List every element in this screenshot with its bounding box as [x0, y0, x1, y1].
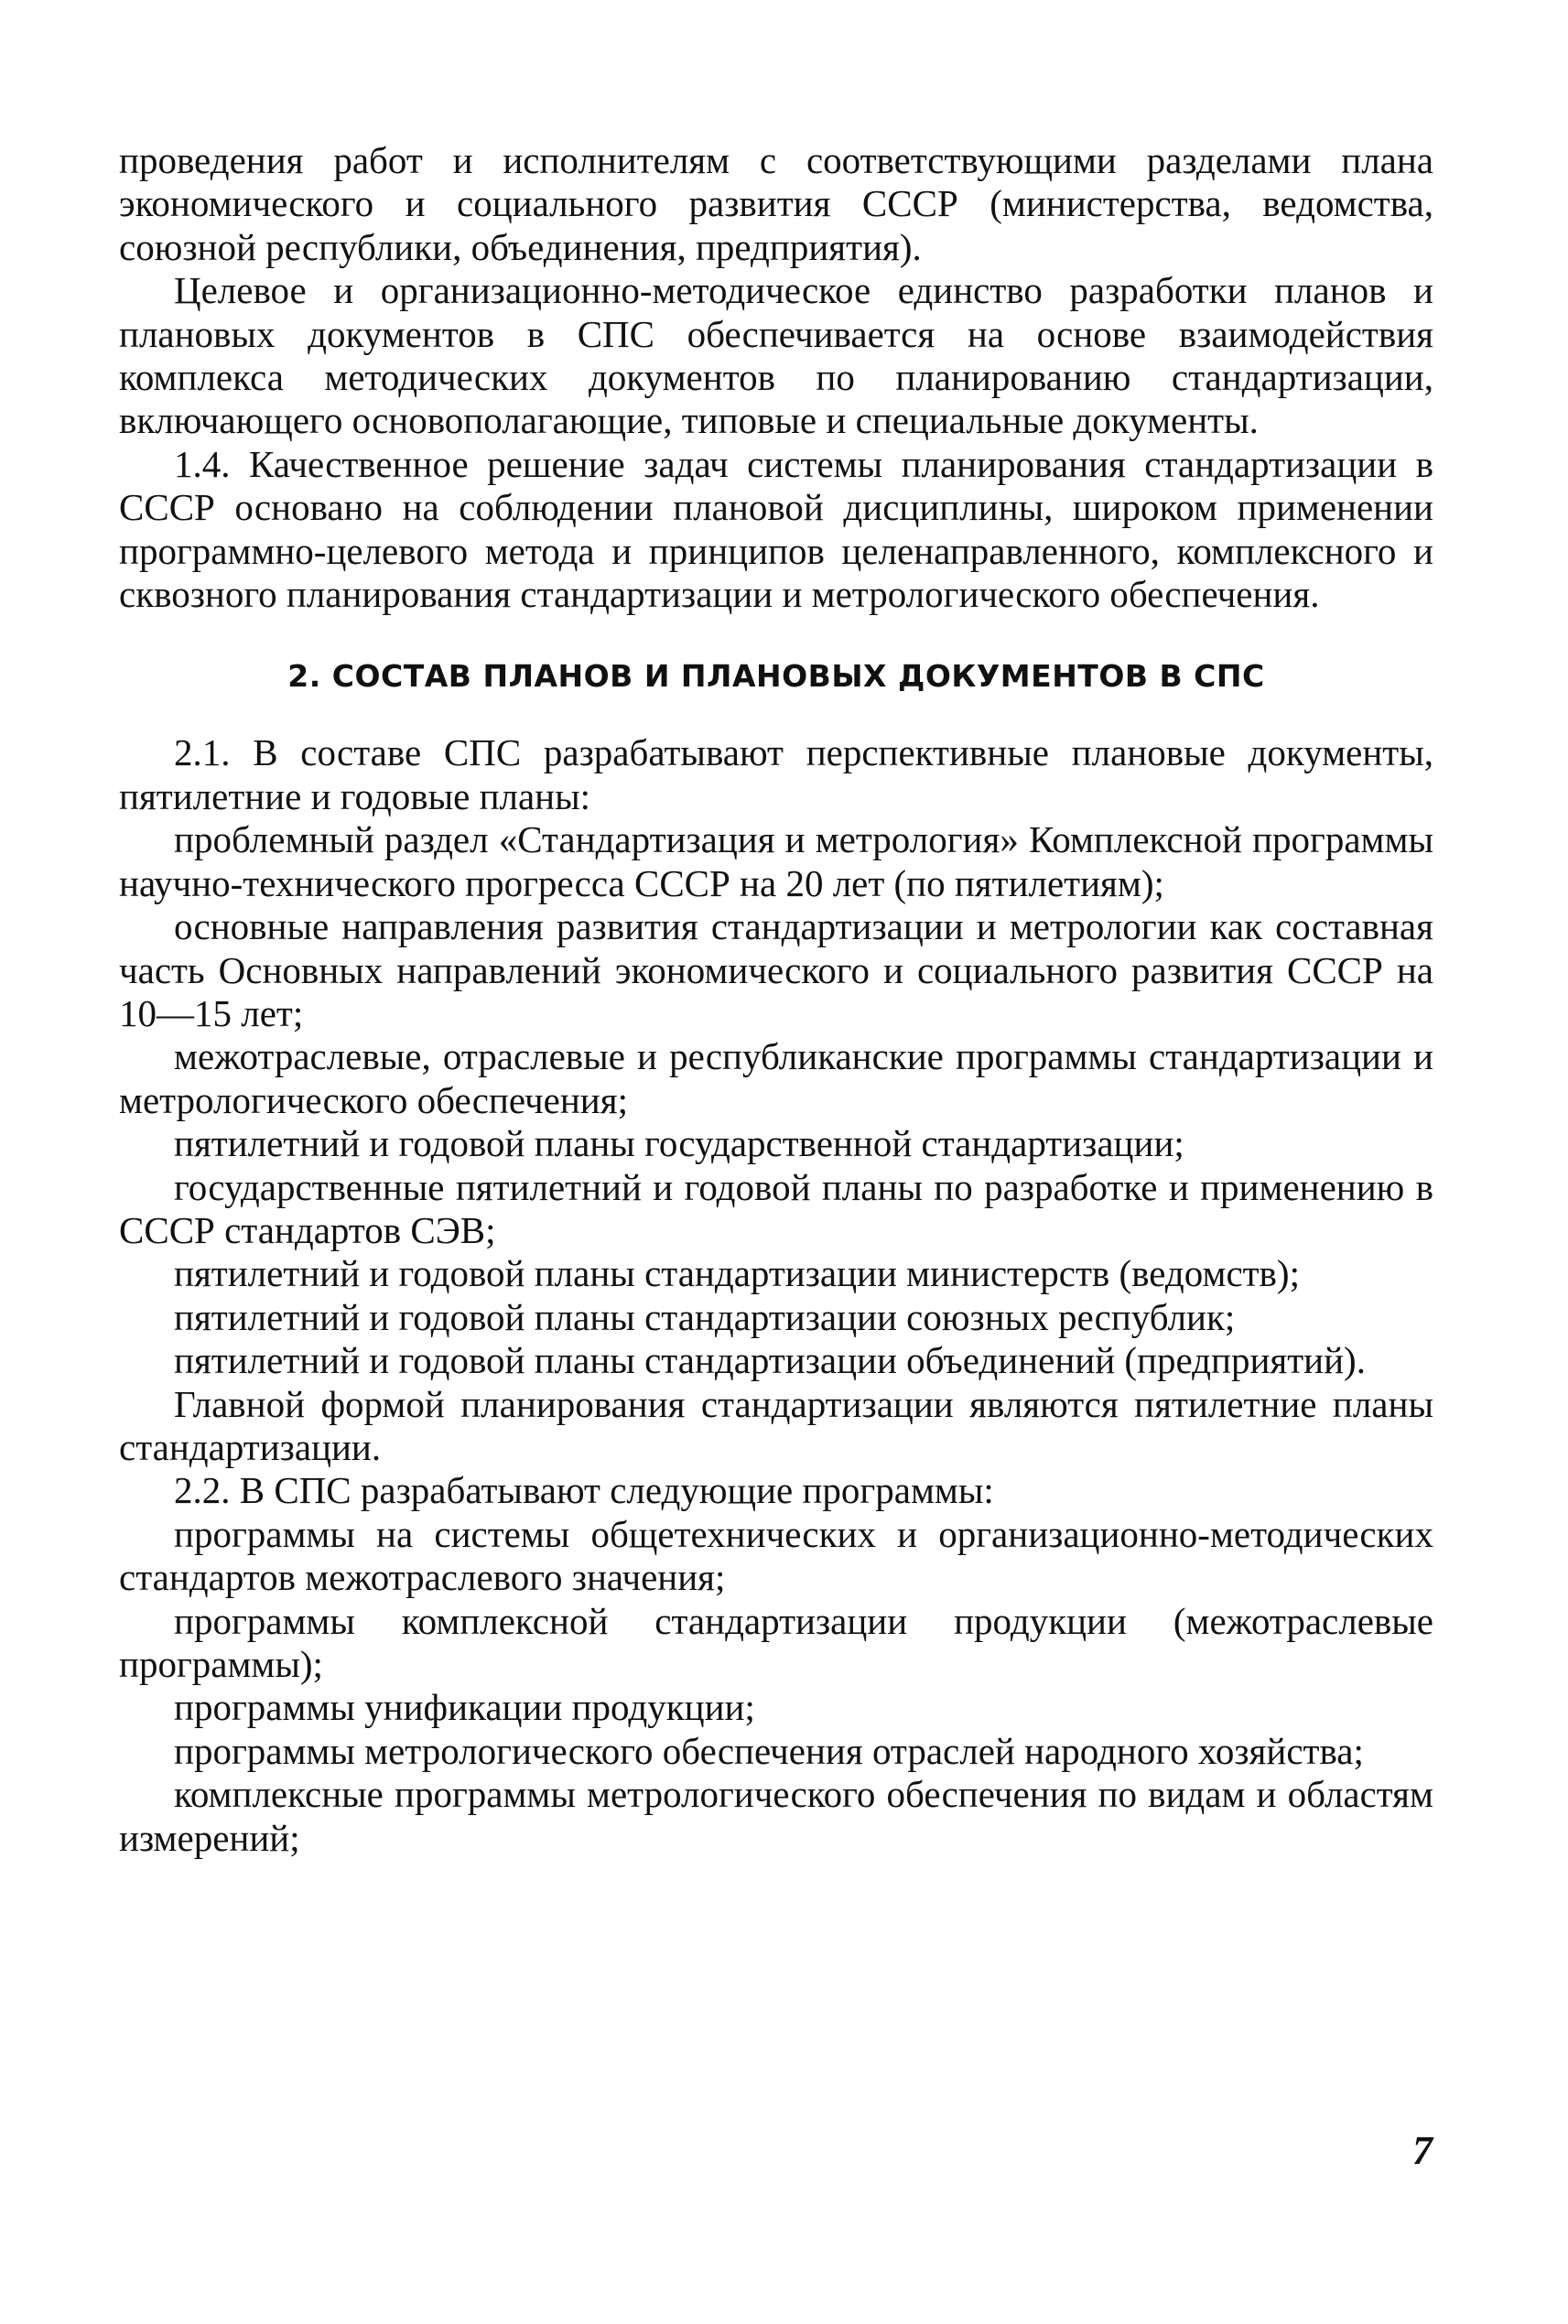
list-item: программы метрологического обеспечения отраслей народного хозяйства; — [174, 1729, 1364, 1772]
list-item: комплексные программы метрологического обеспечения по видам и областям измерений; — [119, 1773, 1433, 1859]
list-item: программы комплексной стандартизации продукции (межотраслевые программы); — [119, 1599, 1433, 1685]
paragraph-1-4: 1.4. Качественное решение задач системы планирования стандартизации в СССР основано на соблюдении плановой дисциплины, широком применении программно-целевого метода и принципов целенаправленного, комплексного и сквозного планирования стандартизации и метрологического обеспечения. — [119, 442, 1433, 616]
paragraph-continuation: проведения работ и исполнителям с соответствующими разделами плана экономического и социального развития СССР (министерства, ведомства, союзной республики, объединения, предприятия). — [119, 139, 1433, 268]
list-item: программы на системы общетехнических и организационно-методических стандартов межотраслевого значения; — [119, 1512, 1433, 1599]
paragraph-2-1: 2.1. В составе СПС разрабатывают перспективные плановые документы, пятилетние и годовые планы: — [119, 731, 1433, 817]
list-item: основные направления развития стандартизации и метрологии как составная часть Основных направлений экономического и социального развития СССР на 10—15 лет; — [119, 905, 1433, 1034]
list-item: пятилетний и годовой планы стандартизации союзных республик; — [174, 1295, 1236, 1338]
page-number: 7 — [1412, 2128, 1433, 2173]
section-heading: 2. СОСТАВ ПЛАНОВ И ПЛАНОВЫХ ДОКУМЕНТОВ В СПС — [287, 658, 1265, 695]
list-item: пятилетний и годовой планы стандартизации объединений (предприятий). — [174, 1339, 1366, 1382]
paragraph-2-2: 2.2. В СПС разрабатывают следующие программы: — [174, 1469, 994, 1512]
list-item: пятилетний и годовой планы государственной стандартизации; — [174, 1122, 1184, 1165]
paragraph: Главной формой планирования стандартизации являются пятилетние планы стандартизации. — [119, 1382, 1433, 1468]
list-item: государственные пятилетний и годовой планы по разработке и применению в СССР стандартов СЭВ; — [119, 1165, 1433, 1251]
document-page — [119, 139, 1433, 1860]
list-item: проблемный раздел «Стандартизация и метрология» Комплексной программы научно-технического прогресса СССР на 20 лет (по пятилетиям); — [119, 818, 1433, 904]
paragraph: Целевое и организационно-методическое единство разработки планов и плановых документов в СПС обеспечивается на основе взаимодействия комплекса методических документов по планированию стандартизации, включающего основополагающие, типовые и специальные документы. — [119, 269, 1433, 442]
list-item: пятилетний и годовой планы стандартизации министерств (ведомств); — [174, 1252, 1300, 1295]
list-item: межотраслевые, отраслевые и республиканские программы стандартизации и метрологического обеспечения; — [119, 1035, 1433, 1121]
list-item: программы унификации продукции; — [174, 1686, 755, 1729]
